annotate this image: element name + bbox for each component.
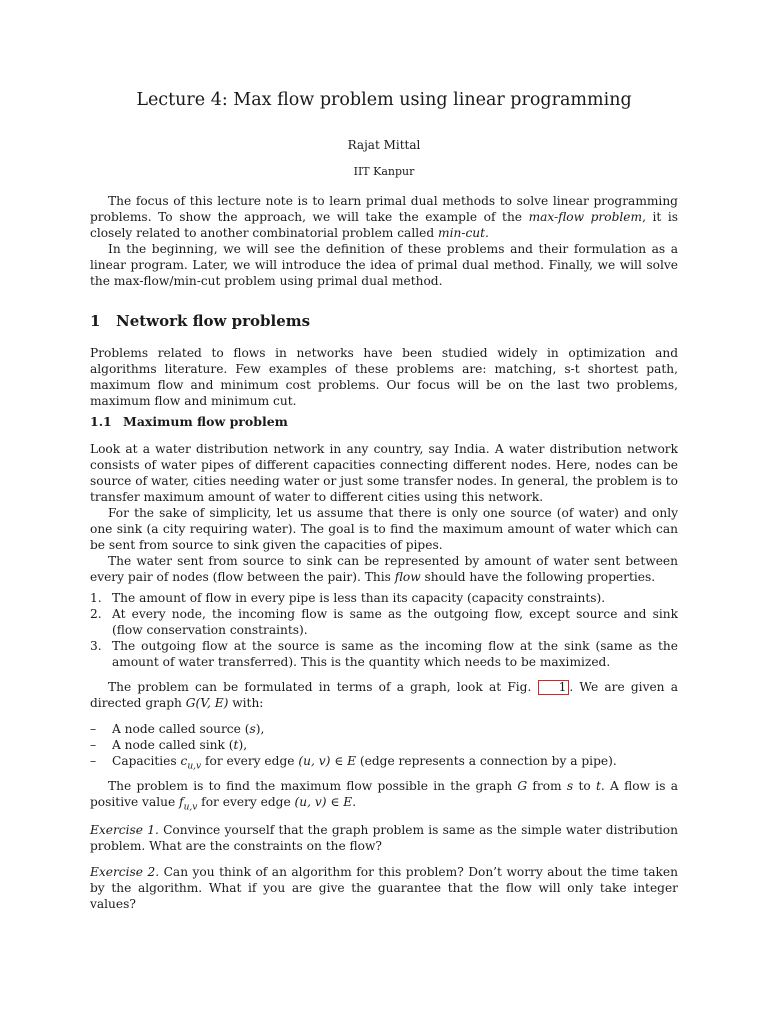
paragraph-simplicity: For the sake of simplicity, let us assume that there is only one source (of water) and only one sink (a city requiring water). The goal is to find the maximum amount of water which can be sent from source to sink given the capacities of pipes. — [90, 506, 678, 552]
list-item: – Capacities $c_{u,v}$ for every edge (u, v) ∈ E (edge represents a connection by a pipe). — [90, 754, 617, 772]
exercise-label: Exercise 2. — [90, 865, 160, 879]
exercise-label: Exercise 1. — [90, 823, 159, 837]
graph-components-list — [90, 721, 678, 774]
exercise-2: Exercise 2. Can you think of an algorithm for this problem? Don’t worry about the time taken by the algorithm. What if you are give the guarantee that the flow will only take integer values? — [90, 865, 678, 911]
section-1-paragraph: Problems related to flows in networks have been studied widely in optimization and algorithms literature. Few examples of these problems are: matching, s-t shortest path, maximum flow and minimum cost problems. Our focus will be on the last two problems, maximum flow and minimum cut. — [90, 346, 678, 408]
list-item: 1. The amount of flow in every pipe is less than its capacity (capacity constraints). — [90, 591, 606, 605]
exercise-1: Exercise 1. Convince yourself that the graph problem is same as the simple water distribution problem. What are the constraints on the flow? — [90, 823, 678, 853]
subsection-heading-1-1: 1.1 Maximum flow problem — [90, 414, 288, 429]
paragraph-water-network: Look at a water distribution network in any country, say India. A water distribution network consists of water pipes of different capacities connecting different nodes. Here, nodes can be source of water, cities needing water or just some transfer nodes. In general, the problem is to transfer maximum amount of water to different cities using this network. — [90, 442, 678, 504]
paragraph-problem-definition: The problem is to find the maximum flow possible in the graph G from s to t. A flow is a positive value $f_{u,v}$ for every edge (u, v) ∈ E. — [90, 779, 679, 813]
subsection-1-1-body — [90, 441, 678, 585]
list-item: – A node called sink (t), — [90, 738, 248, 752]
paragraph-flow-properties: The water sent from source to sink can be represented by amount of water sent between every pair of nodes (flow between the pair). This flow should have the following properties. — [90, 554, 678, 584]
list-item: 3. The outgoing flow at the source is same as the incoming flow at the sink (same as the amount of water transferred). This is the quantity which needs to be maximized. — [90, 639, 678, 669]
intro-paragraph-1: The focus of this lecture note is to learn primal dual methods to solve linear programming problems. To show the approach, we will take the example of the max-flow problem, it is closely related to another combinatorial problem called min-cut. — [90, 194, 678, 240]
author-name: Rajat Mittal — [347, 138, 421, 152]
section-heading-1: 1 Network flow problems — [90, 312, 311, 330]
list-item: – A node called source (s), — [90, 722, 265, 736]
paragraph-graph-formulation: The problem can be formulated in terms of a graph, look at Fig. 1 . We are given a directed graph G(V, E) with: — [90, 680, 678, 710]
lecture-title: Lecture 4: Max flow problem using linear programming — [136, 90, 632, 110]
properties-list — [90, 590, 678, 670]
intro-section — [90, 193, 678, 289]
intro-paragraph-2: In the beginning, we will see the definition of these problems and their formulation as a linear program. Later, we will introduce the idea of primal dual method. Finally, we will solve the max-flow/min-cut problem using primal dual method. — [90, 242, 678, 288]
list-item: 2. At every node, the incoming flow is same as the outgoing flow, except source and sink (flow conservation constraints). — [90, 607, 678, 637]
affiliation: IIT Kanpur — [353, 165, 415, 178]
figure-reference-link[interactable]: 1 — [538, 680, 570, 695]
